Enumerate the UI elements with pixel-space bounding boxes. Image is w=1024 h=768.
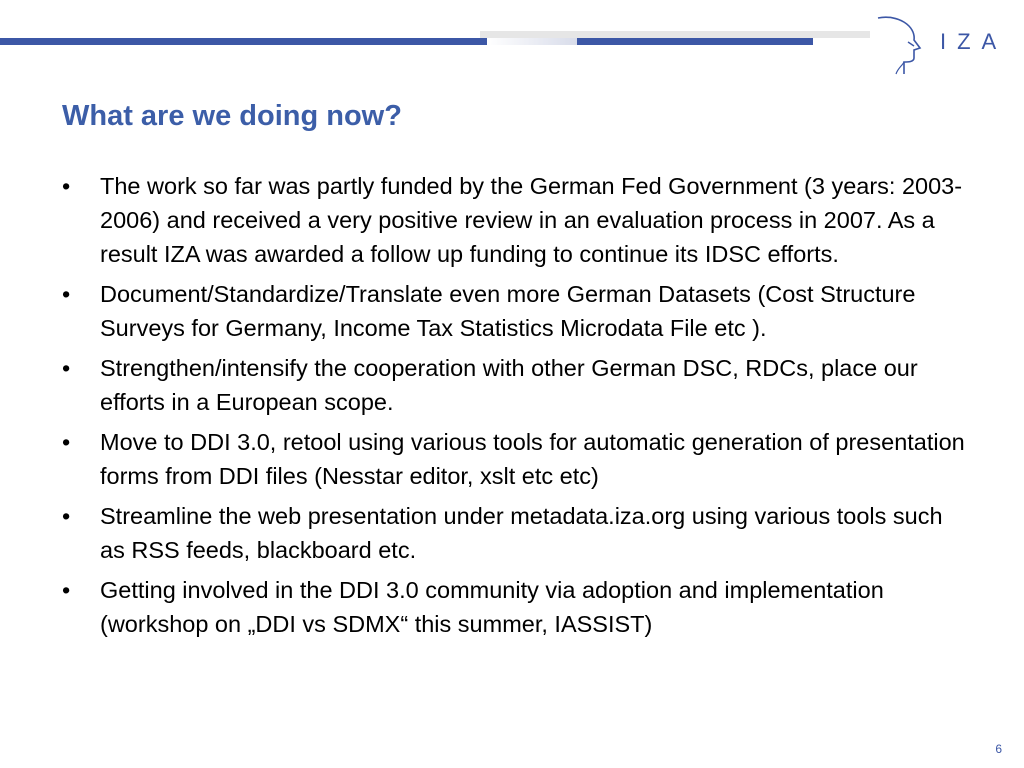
bullet-item (62, 499, 972, 567)
bullet-dot: • (62, 281, 71, 307)
page-number: 6 (995, 742, 1002, 756)
bullet-text: Move to DDI 3.0, retool using various tools for automatic generation of presentation forms from DDI files (Nesstar editor, xslt etc etc) (100, 429, 965, 489)
bullet-list (62, 169, 972, 647)
header-bar-fade (487, 38, 577, 45)
header-bars (0, 28, 880, 48)
bullet-text: Getting involved in the DDI 3.0 community via adoption and implementation (workshop on „DDI vs SDMX“ this summer, IASSIST) (100, 577, 884, 637)
bullet-item (62, 573, 972, 641)
header-bar-right (577, 38, 813, 45)
bullet-dot: • (62, 429, 71, 455)
header-bar-left (0, 38, 487, 45)
bullet-text: Streamline the web presentation under metadata.iza.org using various tools such as RSS feeds, blackboard etc. (100, 503, 943, 563)
logo-text: IZA (940, 29, 1008, 54)
bullet-text: Strengthen/intensify the cooperation with other German DSC, RDCs, place our efforts in a European scope. (100, 355, 918, 415)
bullet-item (62, 169, 972, 271)
header-bar-light (480, 31, 870, 38)
bullet-text: The work so far was partly funded by the German Fed Government (3 years: 2003-2006) and received a very positive review in an evaluation process in 2007. As a result IZA was awarded a follow up funding to continue its IDSC efforts. (100, 173, 963, 267)
bullet-dot: • (62, 173, 71, 199)
bullet-dot: • (62, 355, 71, 381)
bullet-text: Document/Standardize/Translate even more German Datasets (Cost Structure Surveys for Germany, Income Tax Statistics Microdata File etc ). (100, 281, 916, 341)
bullet-dot: • (62, 577, 71, 603)
bullet-item (62, 277, 972, 345)
iza-logo (868, 12, 1018, 78)
head-profile-icon (868, 12, 938, 78)
slide-title: What are we doing now? (62, 100, 402, 132)
bullet-dot: • (62, 503, 71, 529)
bullet-item (62, 351, 972, 419)
bullet-item (62, 425, 972, 493)
